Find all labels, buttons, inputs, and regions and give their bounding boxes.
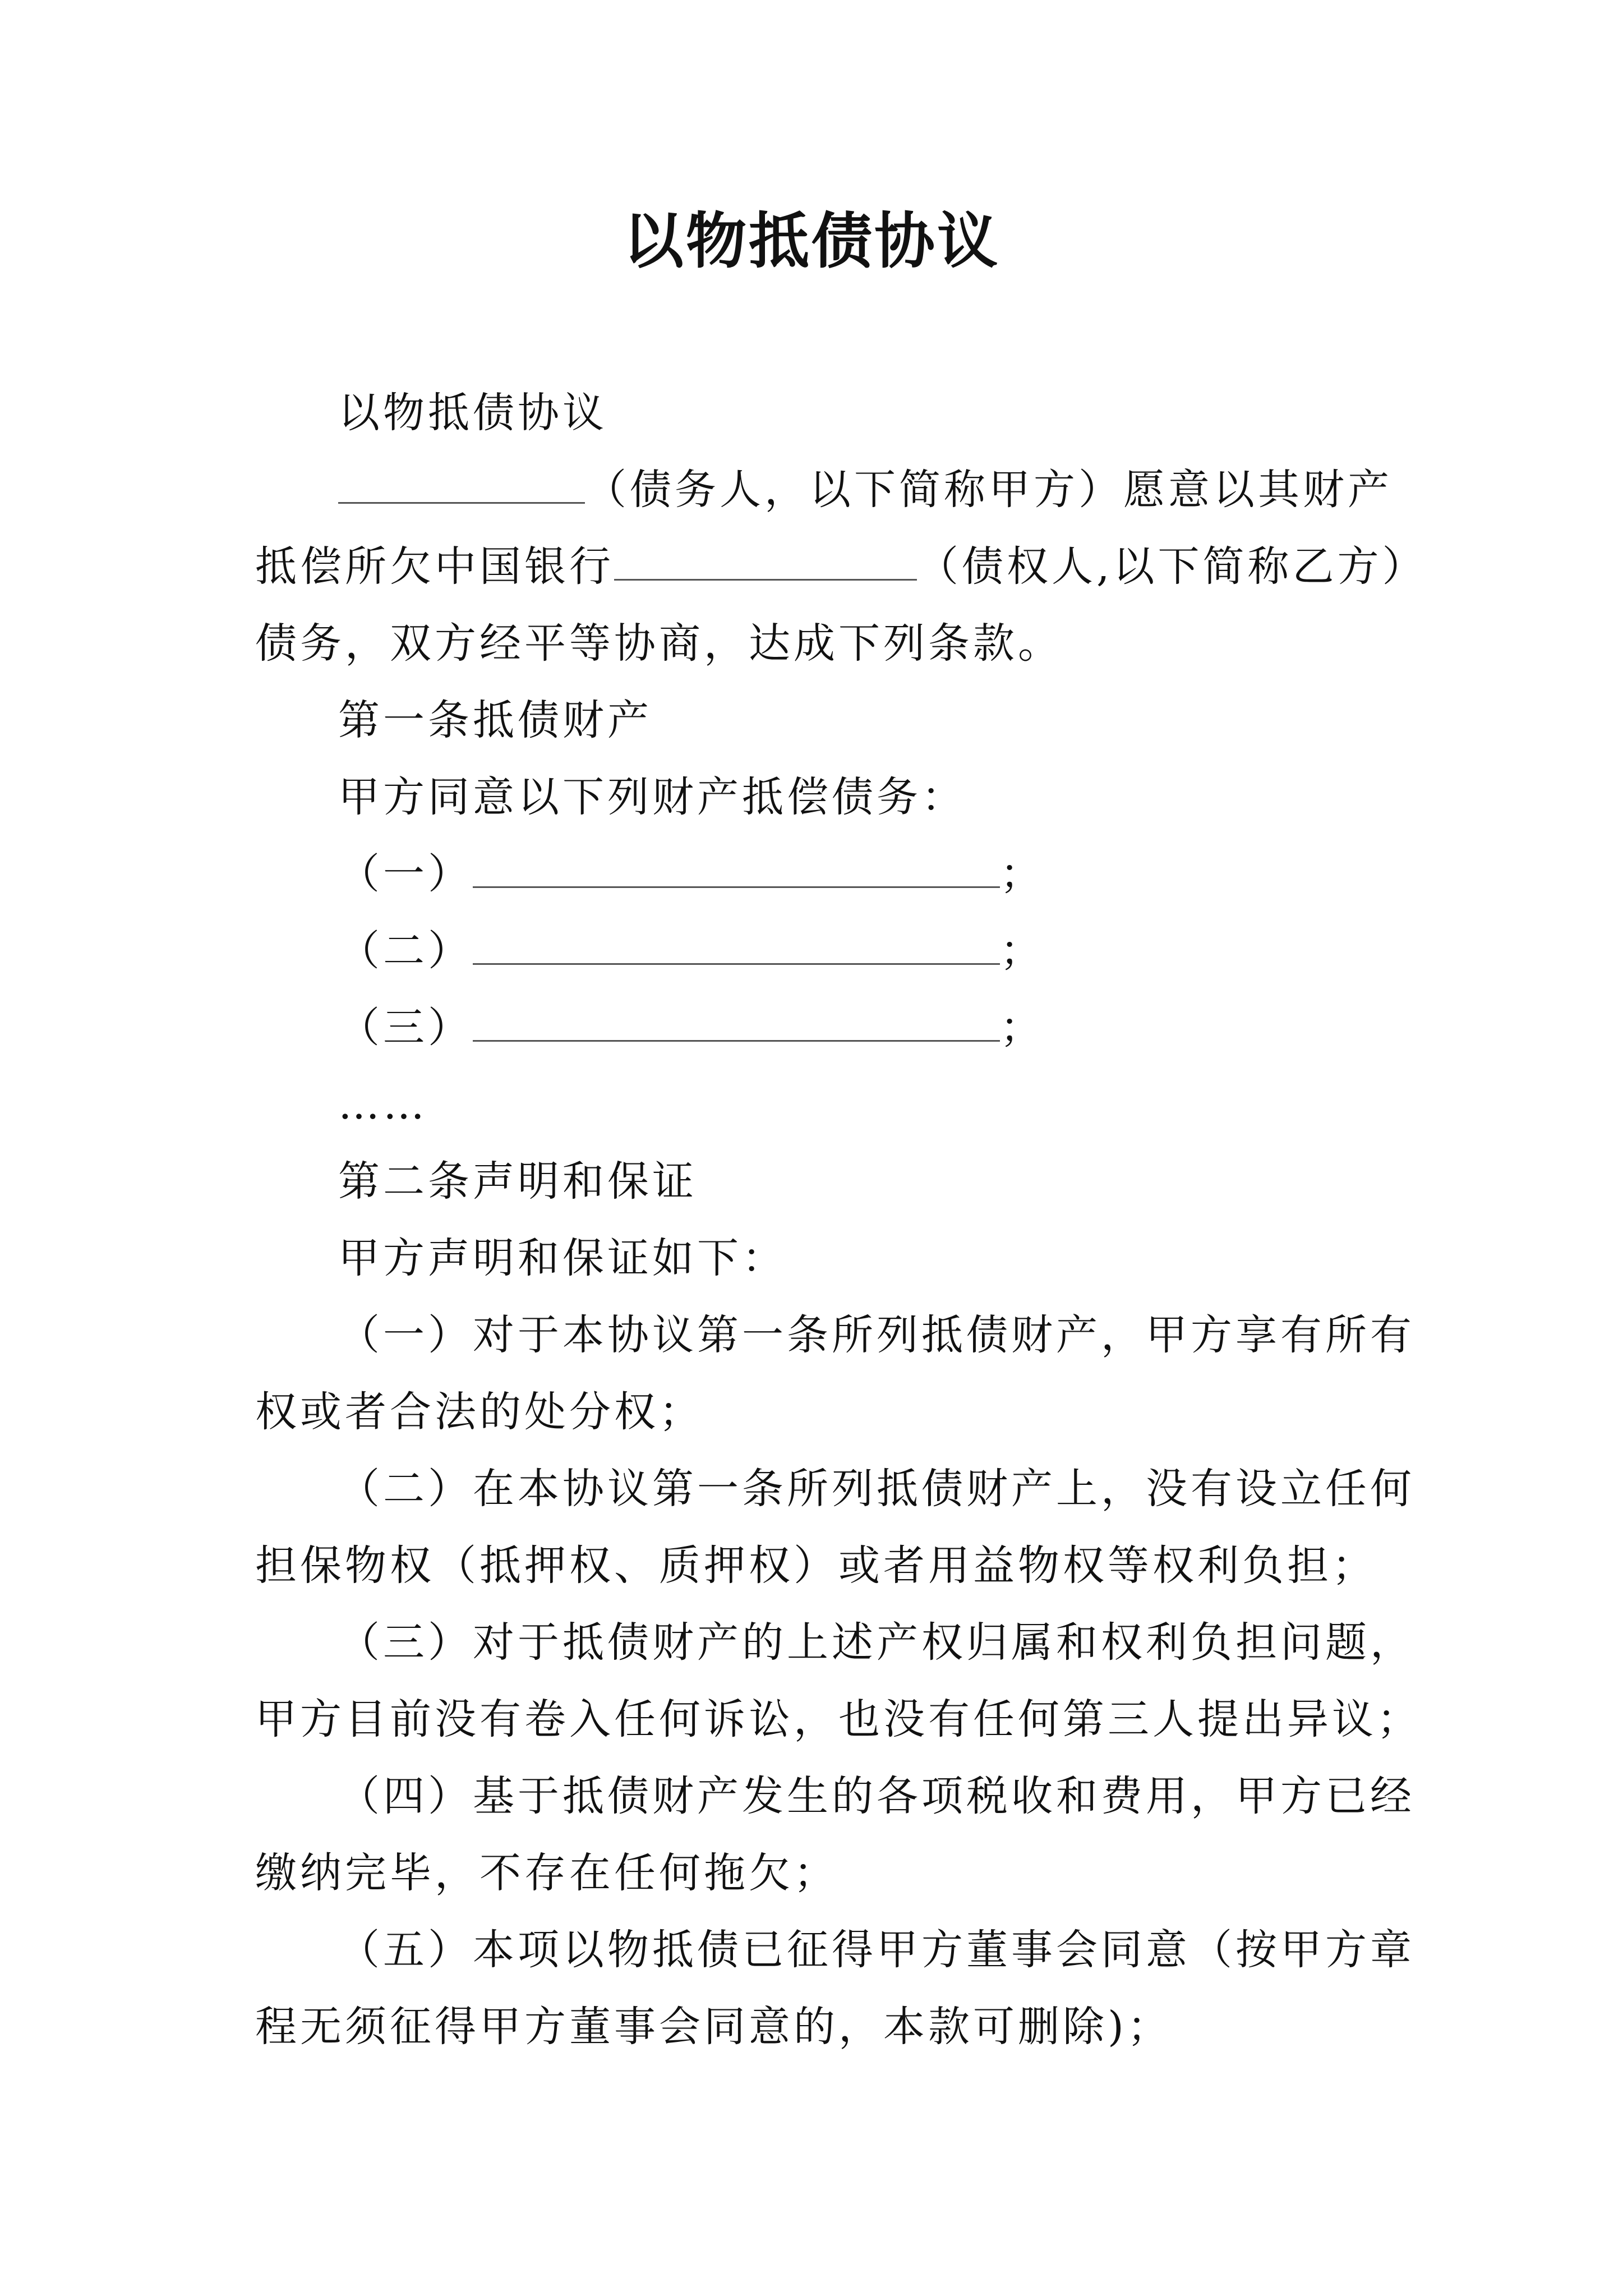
clause-4-line-1: （四）基于抵债财产发生的各项税收和费用，甲方已经 [338, 1772, 1415, 1820]
ellipsis: …… [338, 1080, 428, 1129]
party-a-text: （债务人，以下简称甲方）愿意以其财产 [585, 466, 1393, 514]
debtor-blank[interactable] [338, 463, 585, 504]
clause-2-line-2: 担保物权（抵押权、质押权）或者用益物权等权利负担； [255, 1542, 1377, 1590]
item-label: （三） [338, 1004, 473, 1052]
article-2-heading: 第二条声明和保证 [338, 1157, 697, 1205]
party-b-text-a: 抵偿所欠中国银行 [255, 542, 614, 591]
property-blank-1[interactable] [473, 847, 1000, 888]
clause-1-line-2: 权或者合法的处分权； [255, 1388, 704, 1436]
property-blank-2[interactable] [473, 924, 1000, 965]
clause-4-line-2: 缴纳完毕，不存在任何拖欠； [255, 1849, 838, 1897]
clause-2-line-1: （二）在本协议第一条所列抵债财产上，没有设立任何 [338, 1465, 1415, 1513]
item-label: （二） [338, 927, 473, 975]
document-body [255, 375, 1427, 2065]
item-end: ； [1000, 850, 1045, 898]
article-1-intro: 甲方同意以下列财产抵偿债务： [338, 773, 966, 821]
party-b-line [255, 528, 1427, 605]
document-title: 以物抵债协议 [623, 206, 1000, 277]
item-end: ； [1000, 1004, 1045, 1052]
clause-3-line-2: 甲方目前没有卷入任何诉讼，也没有任何第三人提出异议； [255, 1695, 1422, 1743]
creditor-blank[interactable] [614, 540, 917, 581]
clause-1-line-1: （一）对于本协议第一条所列抵债财产，甲方享有所有 [338, 1311, 1415, 1359]
property-item-2 [255, 913, 1394, 990]
clause-3-line-1: （三）对于抵债财产的上述产权归属和权利负担问题， [338, 1618, 1415, 1667]
article-2-intro: 甲方声明和保证如下： [338, 1234, 787, 1282]
heading-line: 以物抵债协议 [338, 389, 607, 437]
item-label: （一） [338, 850, 473, 898]
property-blank-3[interactable] [473, 1001, 1000, 1042]
party-a-line [255, 452, 1394, 528]
party-b-text-b: （债权人,以下简称乙方） [917, 542, 1427, 591]
item-end: ； [1000, 927, 1045, 975]
intro-end-line: 债务，双方经平等协商，达成下列条款。 [255, 619, 1063, 668]
article-1-heading: 第一条抵债财产 [338, 696, 652, 744]
property-item-3 [255, 990, 1394, 1066]
property-item-1 [255, 836, 1394, 913]
clause-5-line-1: （五）本项以物抵债已征得甲方董事会同意（按甲方章 [338, 1926, 1415, 1974]
clause-5-line-2: 程无须征得甲方董事会同意的，本款可删除)； [255, 2003, 1172, 2051]
